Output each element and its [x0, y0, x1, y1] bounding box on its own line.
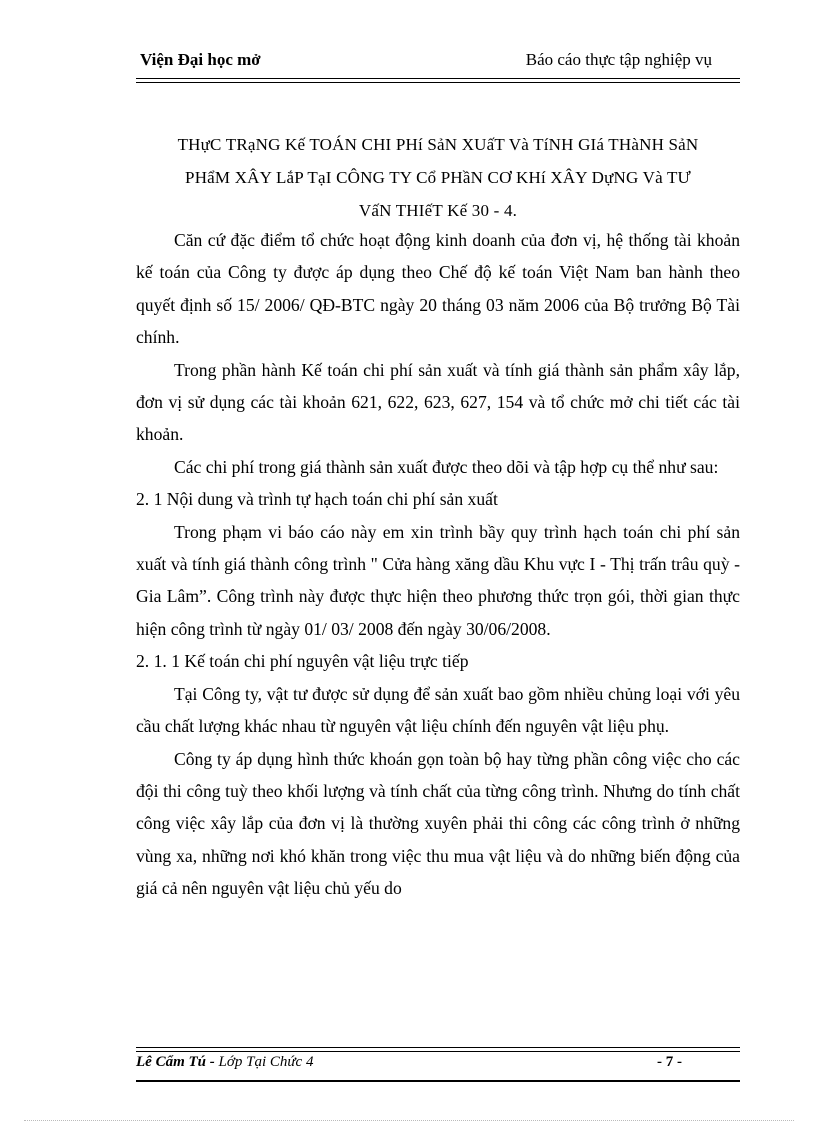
paragraph: Trong phạm vi báo cáo này em xin trình bầy quy trình hạch toán chi phí sản xuất và tính giá thành công trình " Cửa hàng xăng dầu Khu vực I - Thị trấn trâu quỳ - Gia Lâm”. Công trình này được thực hiện theo phương thức trọn gói, thời gian thực hiện công trình từ ngày 01/ 03/ 2008 đến ngày 30/06/2008.	[136, 521, 740, 639]
footer-author	[136, 1054, 313, 1071]
footer-bottom-rule	[136, 1080, 740, 1082]
title-line-2: PHẩM XÂY LắP TạI CÔNG TY Cổ PHầN CƠ KHí XÂY DựNG Và TƯ	[185, 168, 691, 187]
title-line-3: VấN THIếT Kế 30 - 4.	[358, 201, 518, 220]
title-line-1: THựC TRạNG Kế TOÁN CHI PHí SảN XUấT Và TíNH GIá THàNH SảN	[177, 135, 699, 154]
section-heading: 2. 1 Nội dung và trình tự hạch toán chi phí sản xuất	[136, 489, 498, 510]
paragraph: Căn cứ đặc điểm tổ chức hoạt động kinh doanh của đơn vị, hệ thống tài khoản kế toán của Công ty được áp dụng theo Chế độ kế toán Việt Nam ban hành theo quyết định số 15/ 2006/ QĐ-BTC ngày 20 tháng 03 năm 2006 của Bộ trưởng Bộ Tài chính.	[136, 230, 740, 348]
paragraph: Công ty áp dụng hình thức khoán gọn toàn bộ hay từng phần công việc cho các đội thi công tuỳ theo khối lượng và tính chất của từng công trình. Nhưng do tính chất công việc xây lắp của đơn vị là thường xuyên phải thi công các công trình ở những vùng xa, những nơi khó khăn trong việc thu mua vật liệu và do những biến động của giá cả nên nguyên vật liệu chủ yếu do	[136, 748, 740, 899]
header-institution: Viện Đại học mở	[140, 50, 261, 69]
footer-rule	[136, 1047, 740, 1052]
page-title	[136, 128, 740, 227]
subsection-heading: 2. 1. 1 Kế toán chi phí nguyên vật liệu trực tiếp	[136, 651, 469, 672]
footer-author-name: Lê Cẩm Tú -	[136, 1054, 219, 1070]
header-rule	[136, 78, 740, 83]
paragraph: Trong phần hành Kế toán chi phí sản xuất và tính giá thành sản phẩm xây lắp, đơn vị sử dụng các tài khoản 621, 622, 623, 627, 154 và tổ chức mở chi tiết các tài khoản.	[136, 359, 740, 445]
footer-class-name: Lớp Tại Chức 4	[218, 1054, 314, 1070]
header-report-type: Báo cáo thực tập nghiệp vụ	[525, 50, 712, 69]
page-number: - 7 -	[657, 1054, 682, 1070]
document-body	[136, 224, 740, 905]
page-footer	[136, 1054, 740, 1078]
page-edge-divider	[24, 1120, 794, 1121]
page-header	[136, 46, 740, 76]
paragraph: Các chi phí trong giá thành sản xuất được theo dõi và tập hợp cụ thể như sau:	[174, 456, 719, 477]
paragraph: Tại Công ty, vật tư được sử dụng để sản xuất bao gồm nhiều chủng loại với yêu cầu chất lượng khác nhau từ nguyên vật liệu chính đến nguyên vật liệu phụ.	[136, 683, 740, 737]
